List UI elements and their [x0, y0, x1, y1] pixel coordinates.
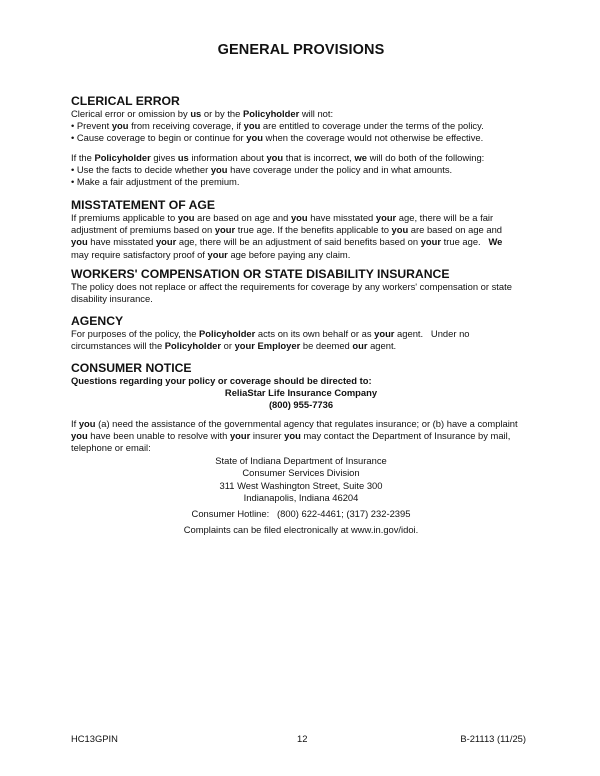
form-code: HC13GPIN [71, 733, 118, 744]
paragraph: If the Policyholder gives us information about you that is incorrect, we will do both of the following: [71, 151, 485, 163]
company-name: ReliaStar Life Insurance Company [224, 387, 378, 399]
paragraph: Clerical error or omission by us or by the Policyholder will not: [71, 108, 334, 119]
page-number: 12 [297, 733, 308, 744]
section-heading: CONSUMER NOTICE [71, 361, 192, 375]
section-heading: MISSTATEMENT OF AGE [71, 198, 215, 212]
section-misstatement-of-age [71, 198, 531, 261]
bullet-item: • Use the facts to decide whether you have coverage under the policy and in what amounts. [71, 164, 531, 176]
paragraph: If premiums applicable to you are based on age and you have misstated your age, there will be a fair adjustment of premiums based on your true age. If the benefits applicable to you are based on age and you have misstated your age, there will be an adjustment of said benefits based on your true age. We may require satisfactory proof of your age before paying any claim. [71, 212, 503, 260]
doi-address: State of Indiana Department of Insurance Consumer Services Division 311 West Washington Street, Suite 300 Indianapolis, Indiana 46204 [215, 455, 387, 503]
section-agency [71, 314, 531, 352]
consumer-hotline: Consumer Hotline: (800) 622-4461; (317) 232-2395 [191, 508, 411, 520]
section-clerical-error [71, 94, 531, 188]
section-consumer-notice [71, 361, 531, 536]
electronic-complaints: Complaints can be filed electronically at www.in.gov/idoi. [183, 524, 419, 536]
company-phone: (800) 955-7736 [268, 399, 334, 411]
section-workers-compensation [71, 267, 531, 305]
paragraph: The policy does not replace or affect the requirements for coverage by any workers' compensation or state disability insurance. [71, 281, 512, 305]
form-number: B-21113 (11/25) [460, 733, 526, 744]
page-title: GENERAL PROVISIONS [217, 42, 385, 58]
paragraph: If you (a) need the assistance of the governmental agency that regulates insurance; or (b) have a complaint you have been unable to resolve with your insurer you may contact the Department of Insurance by mail, telephone or email: [71, 417, 518, 454]
bullet-item: • Cause coverage to begin or continue for you when the coverage would not otherwise be effective. [71, 132, 531, 144]
section-heading: CLERICAL ERROR [71, 94, 180, 108]
paragraph: For purposes of the policy, the Policyholder acts on its own behalf or as your agent. Under no circumstances will the Policyholder or your Employer be deemed our agent. [71, 328, 470, 352]
section-heading: WORKERS' COMPENSATION OR STATE DISABILITY INSURANCE [71, 267, 450, 281]
bullet-item: • Prevent you from receiving coverage, if you are entitled to coverage under the terms of the policy. [71, 120, 531, 132]
bullet-item: • Make a fair adjustment of the premium. [71, 176, 531, 188]
section-heading: AGENCY [71, 314, 124, 328]
questions-line: Questions regarding your policy or coverage should be directed to: [71, 375, 372, 386]
